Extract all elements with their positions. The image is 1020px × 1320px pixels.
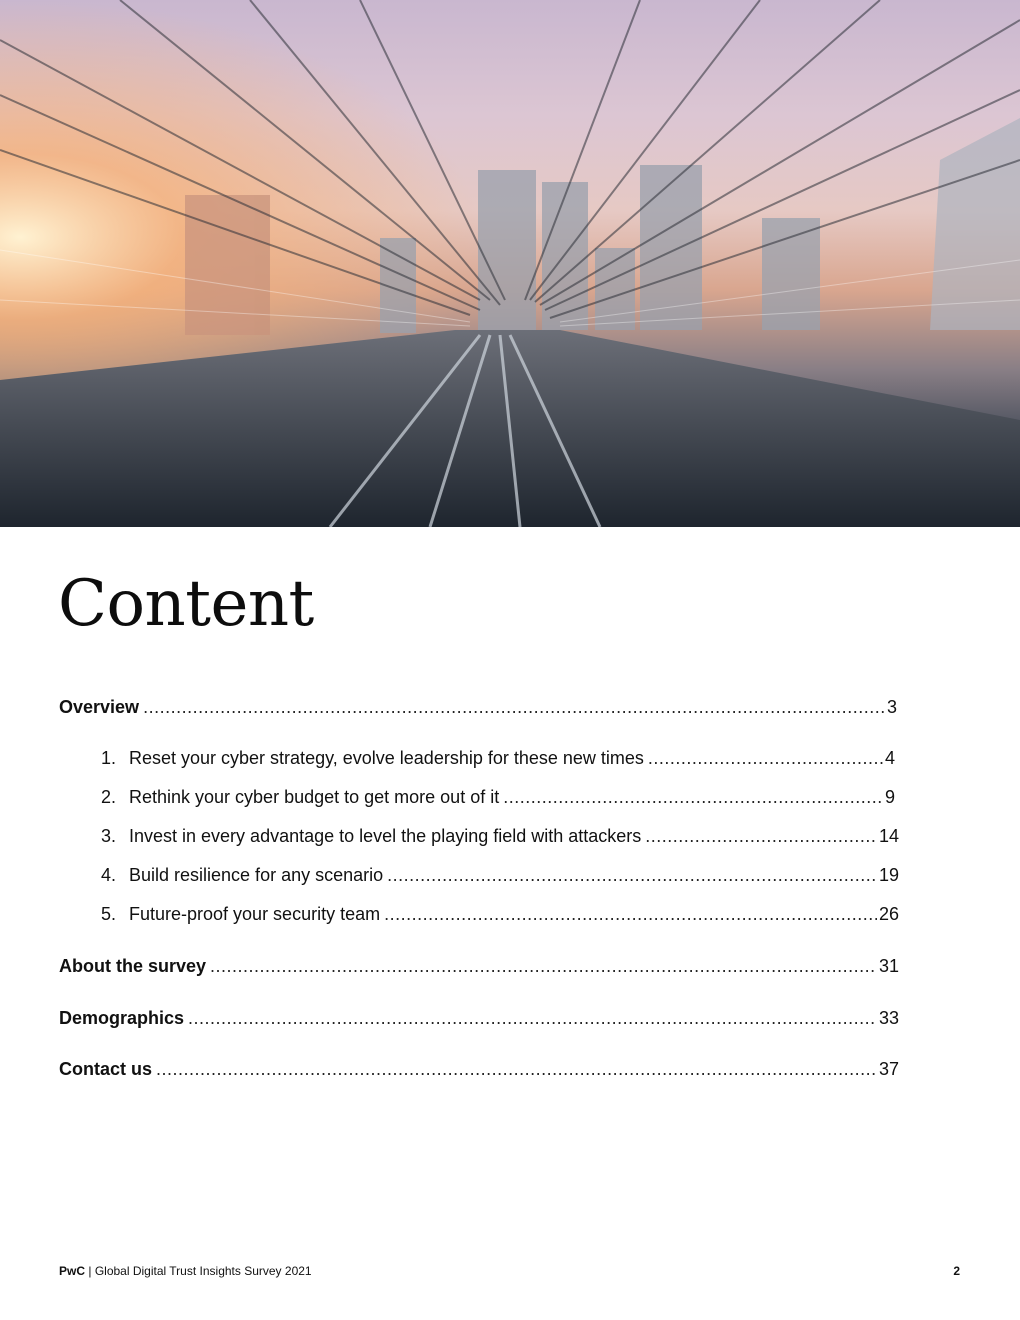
toc-entry-page: 26 <box>878 904 899 924</box>
toc-entry-label: Reset your cyber strategy, evolve leadership for these new times <box>129 748 644 768</box>
footer-publication: Global Digital Trust Insights Survey 2021 <box>94 1264 312 1278</box>
toc-entry-label: Contact us <box>59 1059 153 1079</box>
toc-entry-page: 3 <box>886 697 897 717</box>
toc-entry-page: 33 <box>878 1008 899 1028</box>
toc-leader-dots <box>156 1057 877 1081</box>
toc-entry-page: 14 <box>878 826 899 846</box>
toc-leader-dots <box>143 695 885 719</box>
footer-separator: | <box>85 1264 95 1278</box>
toc-entry-label: Invest in every advantage to level the playing field with attackers <box>129 826 642 846</box>
toc-entry-number: 5. <box>101 904 117 924</box>
toc-leader-dots <box>384 902 877 926</box>
toc-entry-number: 1. <box>101 748 117 768</box>
toc-leader-dots <box>645 824 877 848</box>
toc-entry-demographics[interactable] <box>59 1006 899 1030</box>
toc-entry-about-the-survey[interactable] <box>59 954 899 978</box>
toc-leader-dots <box>210 954 877 978</box>
toc-entry-3[interactable] <box>101 824 899 848</box>
page-footer <box>59 1264 312 1278</box>
toc-entry-1[interactable] <box>101 746 895 770</box>
toc-entry-5[interactable] <box>101 902 899 926</box>
toc-entry-number: 3. <box>101 826 117 846</box>
toc-entry-label: About the survey <box>59 956 207 976</box>
toc-entry-4[interactable] <box>101 863 899 887</box>
toc-entry-contact-us[interactable] <box>59 1057 899 1081</box>
toc-entry-page: 4 <box>884 748 895 768</box>
toc-leader-dots <box>188 1006 877 1030</box>
toc-entry-page: 19 <box>878 865 899 885</box>
toc-entry-number: 2. <box>101 787 117 807</box>
toc-entry-page: 31 <box>878 956 899 976</box>
toc-entry-label: Rethink your cyber budget to get more out of it <box>129 787 500 807</box>
toc-entry-overview[interactable] <box>59 695 897 719</box>
toc-entry-page: 37 <box>878 1059 899 1079</box>
toc-entry-page: 9 <box>884 787 895 807</box>
footer-page-number: 2 <box>953 1264 960 1278</box>
hero-photo <box>0 0 1020 527</box>
toc-leader-dots <box>387 863 877 887</box>
toc-entry-label: Demographics <box>59 1008 185 1028</box>
toc-leader-dots <box>648 746 883 770</box>
toc-entry-number: 4. <box>101 865 117 885</box>
toc-entry-label: Future-proof your security team <box>129 904 381 924</box>
city-train-motion-photo-icon <box>0 0 1020 527</box>
toc-entry-label: Build resilience for any scenario <box>129 865 384 885</box>
footer-brand: PwC <box>59 1264 86 1278</box>
toc-entry-label: Overview <box>59 697 140 717</box>
toc-entry-2[interactable] <box>101 785 895 809</box>
toc-leader-dots <box>503 785 883 809</box>
page-title: Content <box>58 567 314 641</box>
